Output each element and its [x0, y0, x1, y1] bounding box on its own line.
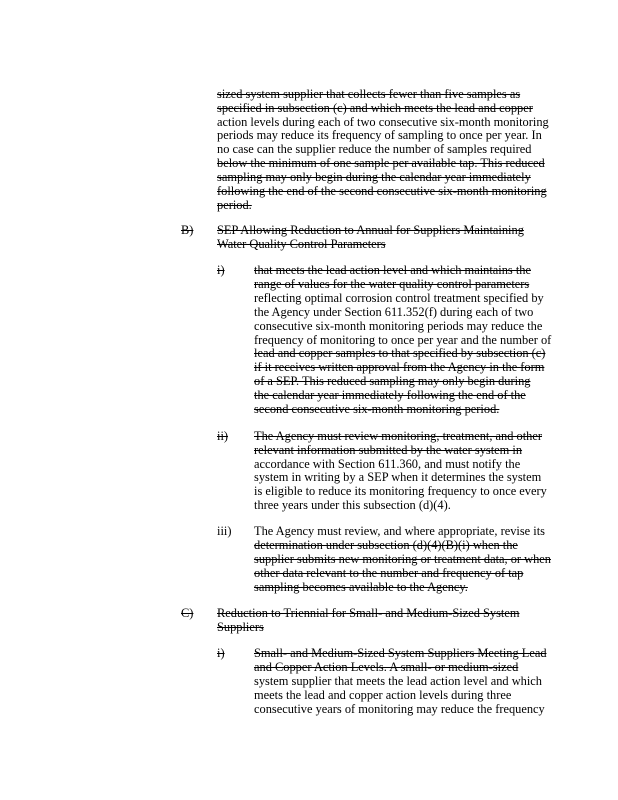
body-line: sized system supplier that collects fewer than five samples as: [217, 87, 521, 101]
body-line: if it receives written approval from the Agency in the form: [254, 360, 545, 374]
body-line: range of values for the water quality control parameters: [254, 277, 530, 291]
body-line: consecutive years of monitoring may reduce the frequency: [254, 702, 545, 716]
body-line: of a SEP. This reduced sampling may only begin during: [254, 374, 531, 388]
section-c-label: C): [181, 606, 194, 620]
body-line: three years under this subsection (d)(4).: [254, 498, 451, 512]
body-line: action levels during each of two consecutive six-month monitoring: [217, 115, 549, 129]
body-line: other data relevant to the number and frequency of tap: [254, 566, 524, 580]
body-line: is eligible to reduce its monitoring frequency to once every: [254, 484, 547, 498]
body-line: accordance with Section 611.360, and must notify the: [254, 457, 521, 471]
body-line: The Agency must review, and where appropriate, revise its: [254, 524, 545, 538]
section-c-title: Suppliers: [217, 620, 264, 634]
body-line: relevant information submitted by the water system in: [254, 443, 523, 457]
body-line: meets the lead and copper action levels during three: [254, 688, 512, 702]
subsection-b-i-label: i): [217, 263, 225, 277]
body-line: determination under subsection (d)(4)(B)(i) when the: [254, 538, 518, 552]
subsection-c-i-label: i): [217, 646, 225, 660]
section-c-title: Reduction to Triennial for Small- and Medium-Sized System: [217, 606, 520, 620]
body-line: the calendar year immediately following the end of the: [254, 388, 526, 402]
body-line: lead and copper samples to that specified by subsection (c): [254, 346, 546, 360]
section-b-title: SEP Allowing Reduction to Annual for Suppliers Maintaining: [217, 223, 524, 237]
body-line: sampling becomes available to the Agency.: [254, 580, 468, 594]
body-line: system supplier that meets the lead action level and which: [254, 674, 542, 688]
body-line: sampling may only begin during the calendar year immediately: [217, 170, 531, 184]
body-line: frequency of monitoring to once per year and the number of: [254, 333, 552, 347]
body-line: following the end of the second consecutive six-month monitoring: [217, 184, 547, 198]
section-b-label: B): [181, 223, 194, 237]
body-line: period.: [217, 198, 252, 212]
body-line: reflecting optimal corrosion control treatment specified by: [254, 291, 544, 305]
subsection-b-ii-label: ii): [217, 429, 229, 443]
body-line: Small- and Medium-Sized System Suppliers Meeting Lead: [254, 646, 547, 660]
section-b-title: Water Quality Control Parameters: [217, 237, 386, 251]
body-line: second consecutive six-month monitoring period.: [254, 402, 500, 416]
body-line: consecutive six-month monitoring periods may reduce the: [254, 319, 543, 333]
body-line: below the minimum of one sample per available tap. This reduced: [217, 156, 545, 170]
subsection-b-iii-label: iii): [217, 524, 232, 538]
body-line: system in writing by a SEP when it determines the system: [254, 470, 542, 484]
body-line: periods may reduce its frequency of sampling to once per year. In: [217, 128, 542, 142]
body-line: the Agency under Section 611.352(f) during each of two: [254, 305, 534, 319]
body-line: supplier submits new monitoring or treatment data, or when: [254, 552, 551, 566]
body-line: no case can the supplier reduce the number of samples required: [217, 142, 532, 156]
body-line: The Agency must review monitoring, treatment, and other: [254, 429, 543, 443]
body-line: specified in subsection (c) and which meets the lead and copper: [217, 101, 533, 115]
body-line: and Copper Action Levels. A small- or medium-sized: [254, 660, 519, 674]
body-line: that meets the lead action level and which maintains the: [254, 263, 531, 277]
